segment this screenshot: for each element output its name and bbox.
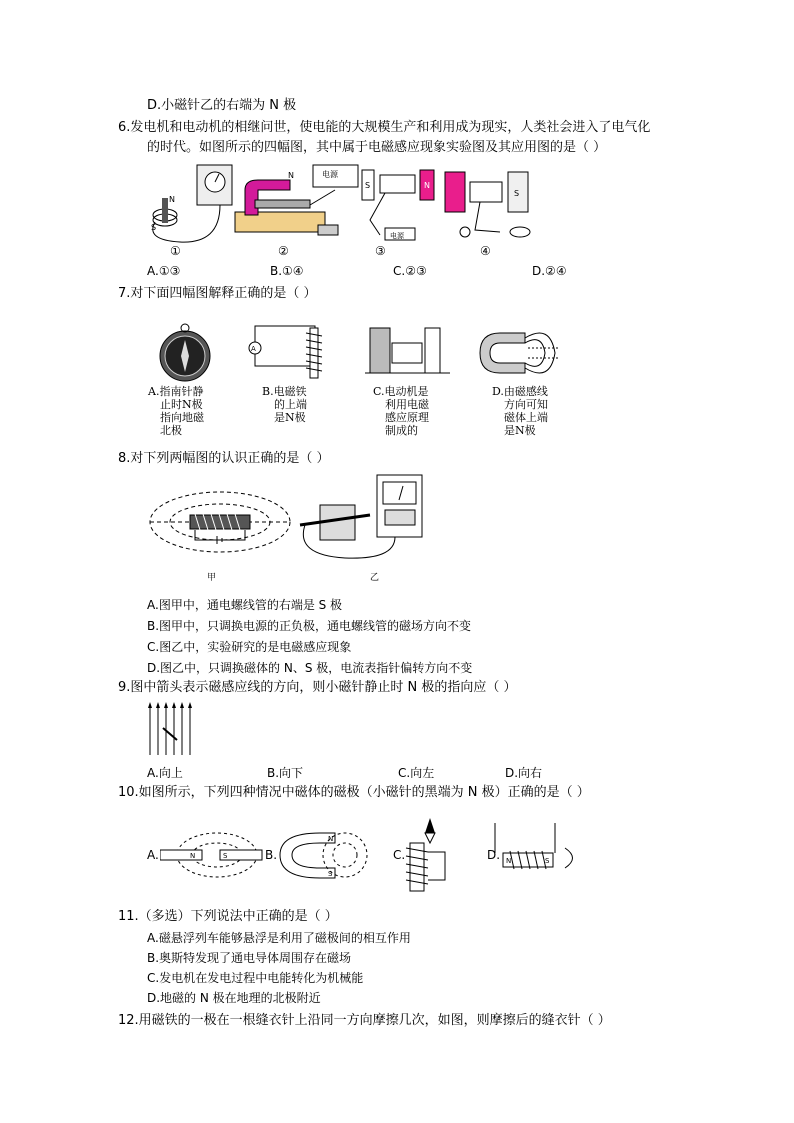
q10-fig-d-horizontal-solenoid: [495, 823, 573, 869]
q10-label-b: B.: [265, 848, 278, 862]
q10-label-c: C.: [393, 848, 406, 862]
q6-option-c: C.②③: [393, 264, 427, 278]
q9-option-d: D.向右: [505, 766, 543, 780]
svg-text:N: N: [506, 857, 512, 865]
svg-text:N: N: [328, 835, 334, 843]
q10-stem: 10.如图所示，下列四种情况中磁体的磁极（小磁针的黑端为 N 极）正确的是（ ）: [118, 785, 590, 800]
q11-stem: 11.（多选）下列说法中正确的是（ ）: [118, 909, 338, 924]
q6-fig3-generator-setup: [362, 170, 434, 240]
q6-fig2-motor-setup: [235, 165, 358, 235]
svg-text:S: S: [545, 857, 550, 865]
magnet-field-lines: [480, 333, 560, 373]
svg-text:N: N: [169, 195, 175, 204]
q8-option-a: A.图甲中，通电螺线管的右端是 S 极: [147, 598, 343, 612]
svg-text:电源: 电源: [322, 170, 338, 179]
q7-stem: 7.对下面四幅图解释正确的是（ ）: [118, 286, 317, 301]
svg-text:电源: 电源: [390, 232, 404, 240]
q8-option-b: B.图甲中，只调换电源的正负极，通电螺线管的磁场方向不变: [147, 619, 472, 633]
q11-option-c: C.发电机在发电过程中电能转化为机械能: [147, 971, 364, 985]
q6-figures: [140, 160, 560, 260]
svg-text:S: S: [328, 870, 333, 878]
electromagnet-circuit: [249, 326, 322, 378]
q11-option-d: D.地磁的 N 极在地理的北极附近: [147, 991, 321, 1005]
q10-label-d: D.: [487, 848, 501, 862]
q10-figures: [160, 818, 590, 893]
q6-fig-label-3: ③: [375, 244, 386, 258]
q11-option-a: A.磁悬浮列车能够悬浮是利用了磁极间的相互作用: [147, 931, 411, 945]
q10-fig-a-two-bar-magnets: [160, 833, 262, 877]
q8-stem: 8.对下列两幅图的认识正确的是（ ）: [118, 451, 330, 466]
q6-fig-label-1: ①: [170, 244, 181, 258]
solenoid-field-figure: [150, 492, 290, 552]
q6-stem-line1: 6.发电机和电动机的相继问世，使电能的大规模生产和利用成为现实，人类社会进入了电气化: [118, 120, 651, 135]
q5-option-d: D.小磁针乙的右端为 N 极: [147, 98, 297, 113]
compass-needle-icon: [425, 818, 435, 833]
q10-fig-c-vertical-solenoid: [406, 818, 445, 891]
svg-text:N: N: [190, 852, 196, 860]
q8-option-c: C.图乙中，实验研究的是电磁感应现象: [147, 640, 352, 654]
q8-option-d: D.图乙中，只调换磁体的 N、S 极，电流表指针偏转方向不变: [147, 661, 473, 675]
q12-stem: 12.用磁铁的一极在一根缝衣针上沿同一方向摩擦几次，如图，则摩擦后的缝衣针（ ）: [118, 1013, 611, 1028]
svg-text:N: N: [288, 171, 294, 180]
q6-fig4-coil-setup: [445, 172, 530, 237]
q6-fig-label-2: ②: [278, 244, 289, 258]
q6-option-b: B.①④: [270, 264, 304, 278]
svg-text:S: S: [223, 852, 228, 860]
q6-fig1-galvanometer-setup: [151, 165, 232, 242]
q11-option-b: B.奥斯特发现了通电导体周围存在磁场: [147, 951, 352, 965]
q7-caption-d: D.由磁感线 方向可知 磁体上端 是N极: [492, 385, 548, 437]
svg-text:S: S: [514, 189, 520, 198]
q6-fig-label-4: ④: [480, 244, 491, 258]
rotation-arrow-icon: [565, 848, 573, 868]
q9-option-b: B.向下: [267, 766, 304, 780]
q10-fig-b-u-magnet: [280, 833, 367, 878]
q6-option-d: D.②④: [532, 264, 567, 278]
q7-figures: [150, 318, 570, 386]
q7-caption-b: B.电磁铁 的上端 是N极: [262, 385, 307, 424]
q9-option-c: C.向左: [398, 766, 435, 780]
svg-text:N: N: [424, 181, 430, 190]
q7-caption-a: A.指南针静 止时N极 指向地磁 北极: [148, 385, 204, 437]
compass-icon: [160, 324, 210, 381]
q8-fig-label-jia: 甲: [207, 573, 217, 583]
q8-figures: [145, 470, 445, 585]
motor-model: [365, 328, 450, 373]
q9-field-lines-figure: [145, 700, 195, 760]
q6-option-a: A.①③: [147, 264, 181, 278]
q6-stem-line2: 的时代。如图所示的四幅图，其中属于电磁感应现象实验图及其应用图的是（ ）: [147, 140, 607, 155]
svg-text:S: S: [365, 181, 371, 190]
svg-text:S: S: [151, 223, 157, 232]
q7-caption-c: C.电动机是 利用电磁 感应原理 制成的: [373, 385, 429, 437]
q9-stem: 9.图中箭头表示磁感应线的方向，则小磁针静止时 N 极的指向应（ ）: [118, 680, 517, 695]
q8-fig-label-yi: 乙: [370, 573, 380, 583]
small-magnet-needle-icon: [163, 728, 177, 740]
svg-text:A: A: [251, 345, 256, 353]
generator-galvanometer-figure: [300, 475, 422, 558]
q10-label-a: A.: [147, 848, 159, 862]
q9-option-a: A.向上: [147, 766, 183, 780]
